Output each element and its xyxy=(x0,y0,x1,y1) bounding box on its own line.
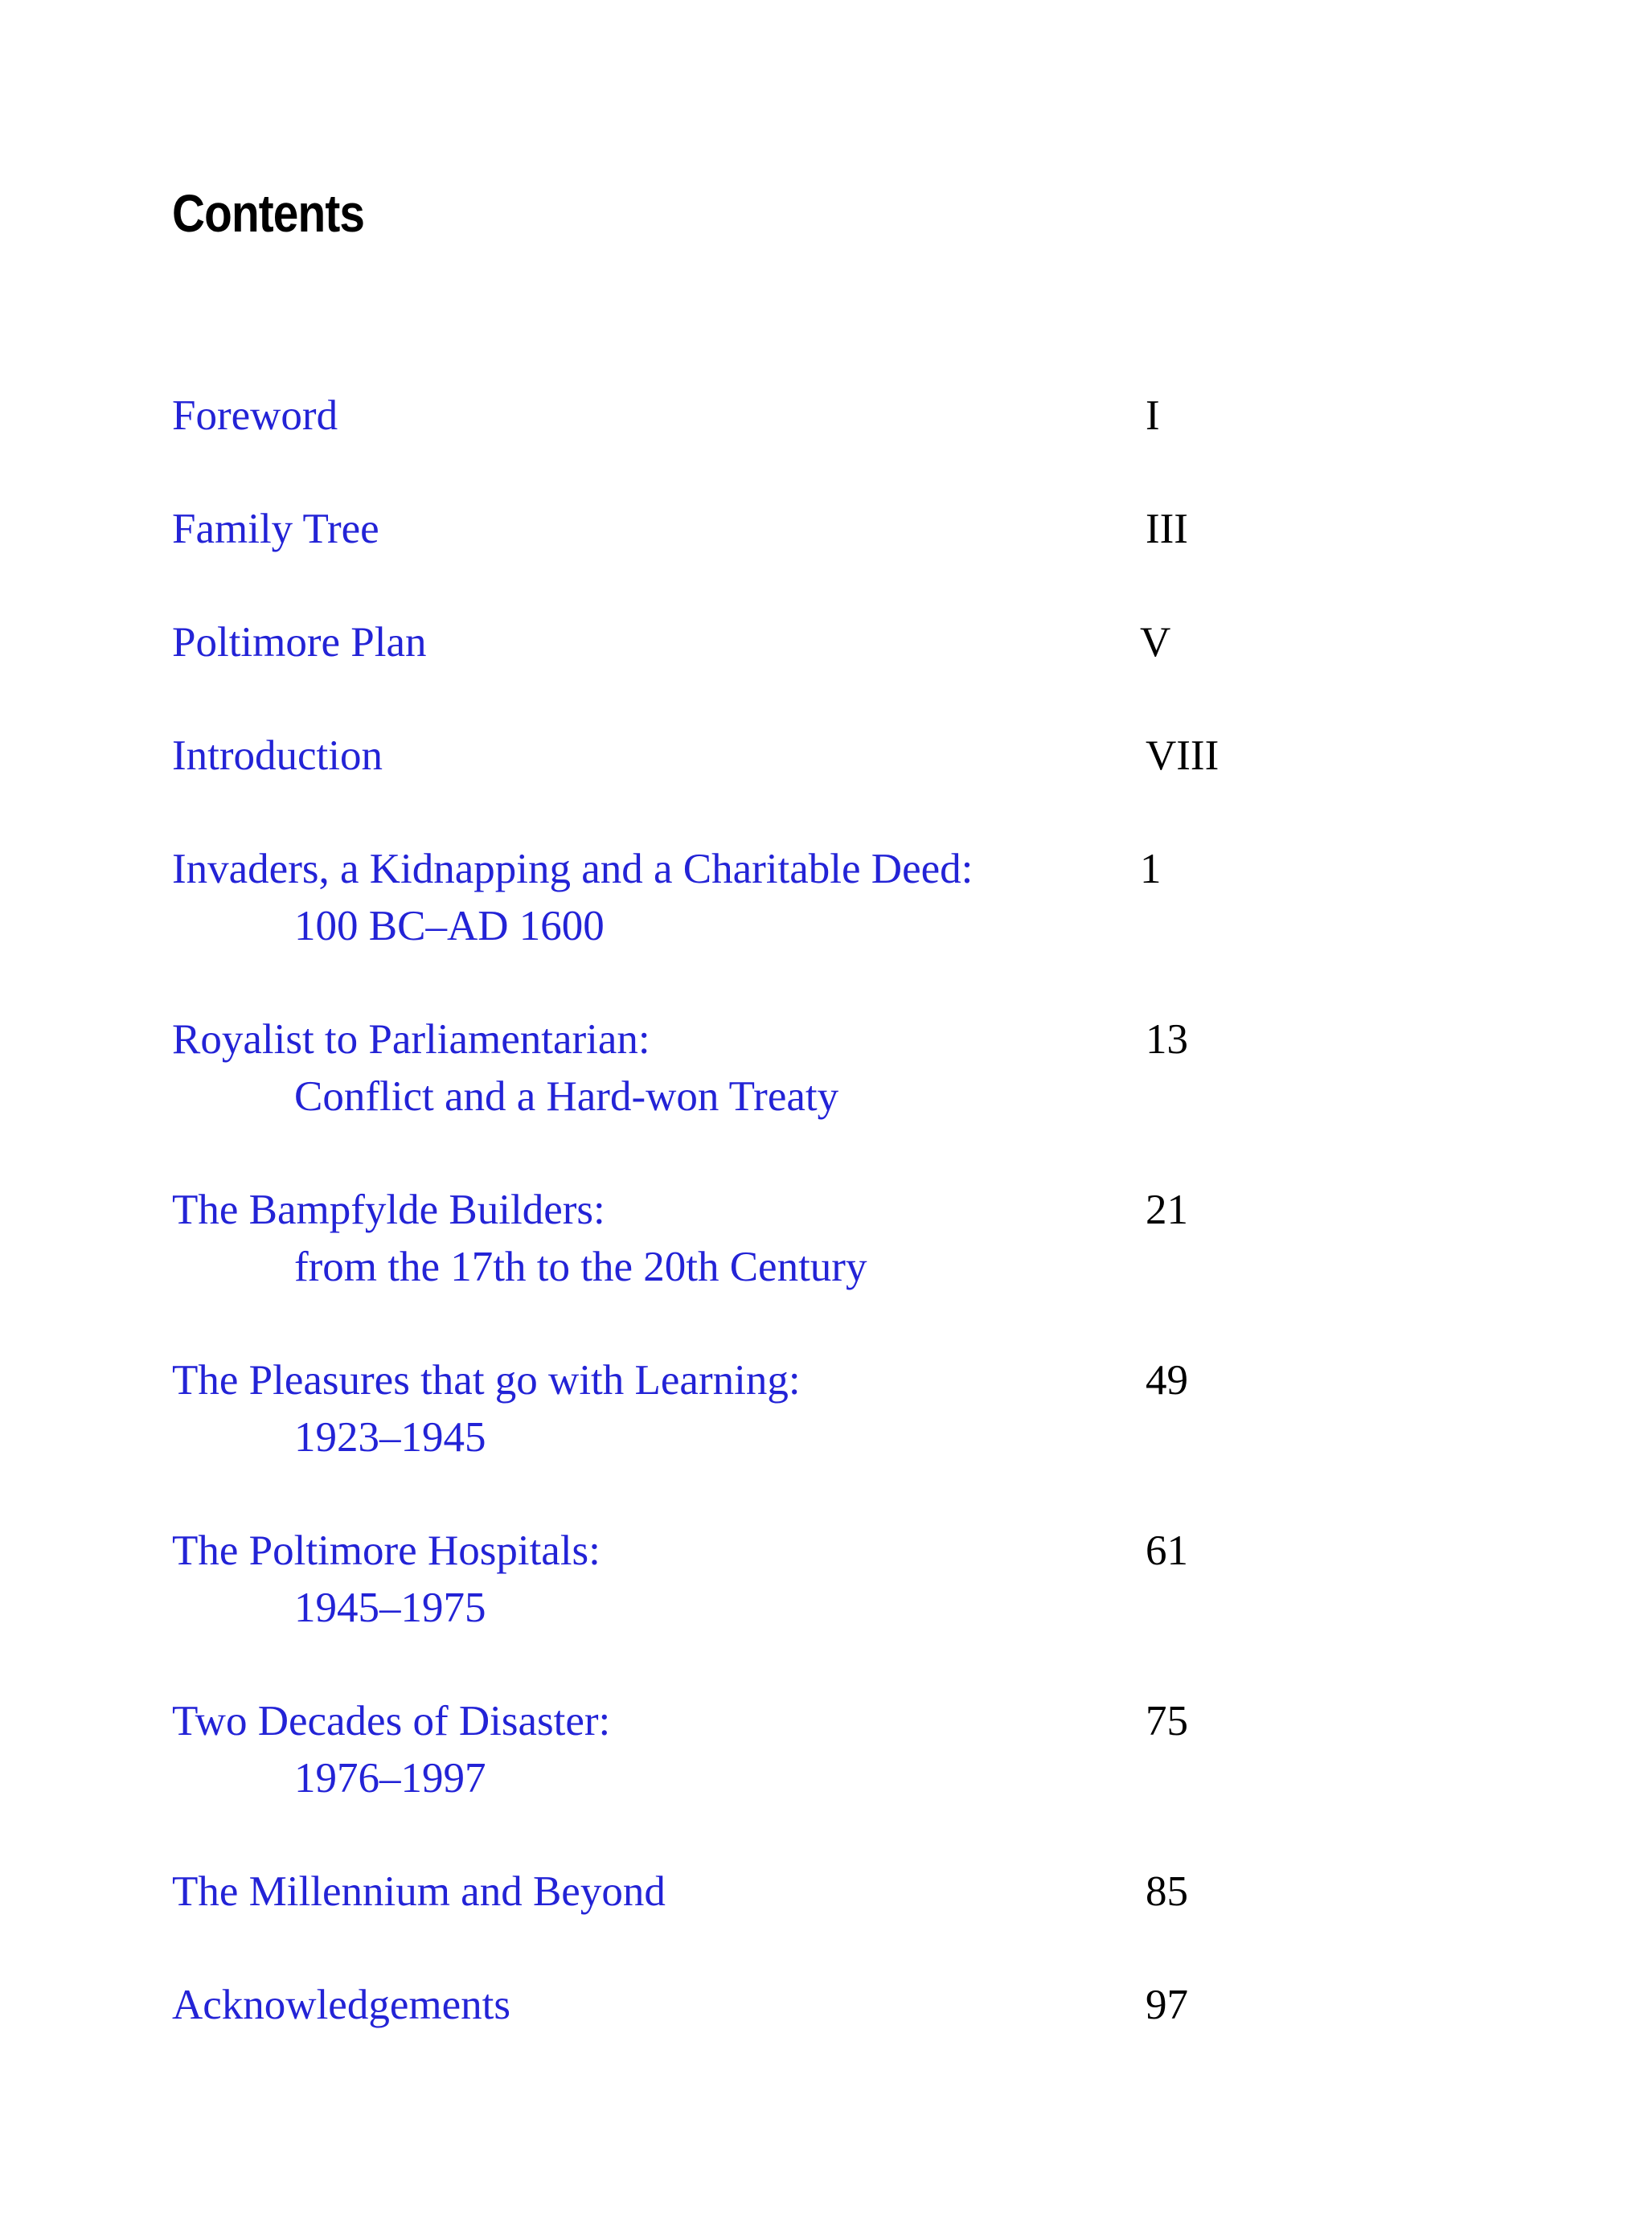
toc-page-number: 1 xyxy=(1140,846,1162,892)
toc-link-poltimore-plan[interactable] xyxy=(172,614,427,671)
toc-page-number: 75 xyxy=(1146,1698,1188,1744)
toc-page-number: VIII xyxy=(1146,732,1220,779)
toc-subtitle: 1923–1945 xyxy=(294,1414,486,1461)
toc-title: Poltimore Plan xyxy=(172,619,427,666)
toc-page-number: I xyxy=(1146,392,1160,439)
toc-link-foreword[interactable] xyxy=(172,387,338,445)
toc-subtitle: Conflict and a Hard-won Treaty xyxy=(294,1073,839,1120)
toc-title: Family Tree xyxy=(172,506,379,552)
toc-title: Invaders, a Kidnapping and a Charitable Deed: xyxy=(172,846,974,892)
page-title: Contents xyxy=(172,183,365,243)
toc-title: The Millennium and Beyond xyxy=(172,1868,666,1915)
toc-link-hospitals[interactable] xyxy=(172,1523,601,1637)
toc-page-number: 85 xyxy=(1146,1868,1188,1915)
toc-title: Royalist to Parliamentarian: xyxy=(172,1016,650,1063)
toc-link-pleasures[interactable] xyxy=(172,1352,801,1466)
toc-page-number: III xyxy=(1146,506,1188,552)
toc-page-number: V xyxy=(1140,619,1171,666)
toc-title: The Poltimore Hospitals: xyxy=(172,1527,601,1574)
toc-link-family-tree[interactable] xyxy=(172,501,379,558)
toc-link-invaders[interactable] xyxy=(172,841,973,955)
toc-link-bampfylde-builders[interactable] xyxy=(172,1182,867,1296)
toc-title: The Bampfylde Builders: xyxy=(172,1187,605,1233)
toc-page-number: 21 xyxy=(1146,1187,1188,1233)
toc-link-royalist[interactable] xyxy=(172,1011,838,1125)
toc-title: Two Decades of Disaster: xyxy=(172,1698,611,1744)
toc-page-number: 97 xyxy=(1146,1982,1188,2028)
toc-subtitle: 1976–1997 xyxy=(294,1755,486,1802)
toc-page-number: 13 xyxy=(1146,1016,1188,1063)
toc-link-acknowledgements[interactable] xyxy=(172,1977,510,2034)
toc-link-introduction[interactable] xyxy=(172,728,383,785)
toc-link-millennium[interactable] xyxy=(172,1863,666,1921)
toc-page-number: 61 xyxy=(1146,1527,1188,1574)
toc-page-number: 49 xyxy=(1146,1357,1188,1404)
toc-title: Foreword xyxy=(172,392,338,439)
toc-title: The Pleasures that go with Learning: xyxy=(172,1357,801,1404)
toc-link-two-decades[interactable] xyxy=(172,1693,610,1807)
toc-subtitle: 1945–1975 xyxy=(294,1585,486,1631)
toc-subtitle: 100 BC–AD 1600 xyxy=(294,903,605,949)
toc-title: Introduction xyxy=(172,732,383,779)
toc-title: Acknowledgements xyxy=(172,1982,510,2028)
toc-subtitle: from the 17th to the 20th Century xyxy=(294,1244,867,1290)
